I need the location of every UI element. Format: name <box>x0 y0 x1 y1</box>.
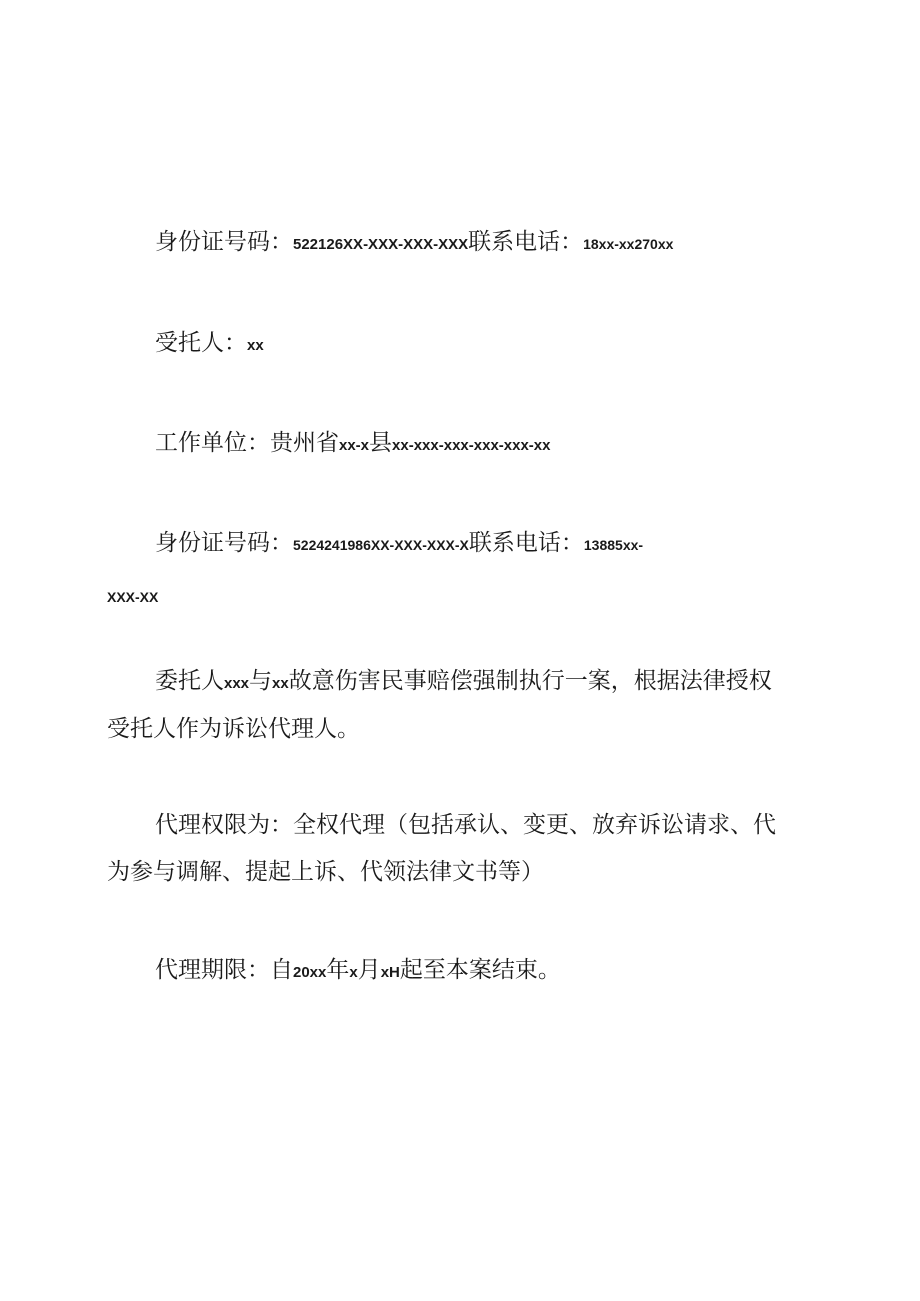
principal-id-label: 身份证号码： <box>155 229 293 255</box>
term-line <box>155 955 561 988</box>
agent-id-label: 身份证号码： <box>155 530 293 556</box>
case-other-party-name: xx <box>272 675 289 692</box>
agent-phone-label: 联系电话： <box>468 530 584 556</box>
agent-work-label: 工作单位： <box>155 430 270 456</box>
principal-phone-value: 18xx-xx270xx <box>583 236 674 252</box>
agent-name-value: xx <box>247 337 264 354</box>
case-principal-name: xxx <box>224 675 250 692</box>
case-text-b: 与 <box>249 668 273 694</box>
agent-name-line <box>155 328 264 361</box>
case-paragraph-line2 <box>107 714 360 744</box>
agent-work-county: 县 <box>369 430 393 456</box>
agent-phone-continuation <box>107 580 158 612</box>
principal-id-value: 522126XX-XXX-XXX-XXX <box>293 236 469 253</box>
agent-id-line <box>155 528 643 560</box>
principal-id-line <box>155 227 673 260</box>
agent-work-code2: xx-xxx-xxx-xxx-xxx-xx <box>392 437 551 454</box>
principal-phone-label: 联系电话： <box>468 229 584 255</box>
term-day: xH <box>380 964 400 981</box>
agent-work-prefix: 贵州省 <box>270 430 339 456</box>
agent-phone-value-part1: 13885xx- <box>583 537 644 553</box>
term-text-a: 代理期限：自 <box>155 957 293 983</box>
term-month: x <box>349 964 358 981</box>
case-text-c: 故意伤害民事赔偿强制执行一案，根据法律授权 <box>288 668 772 694</box>
case-text-a: 委托人 <box>155 668 224 694</box>
agent-id-value: 5224241986XX-XXX-XXX-X <box>293 537 469 553</box>
term-year: 20xx <box>293 964 327 981</box>
term-text-c: 月 <box>357 957 381 983</box>
agent-work-code1: xx-x <box>339 437 370 454</box>
term-text-b: 年 <box>326 957 350 983</box>
authority-line1 <box>155 810 776 840</box>
case-text-d: 受托人作为诉讼代理人。 <box>107 716 360 742</box>
case-paragraph-line1 <box>155 666 772 699</box>
agent-name-label: 受托人： <box>155 330 247 356</box>
authority-text-2: 为参与调解、提起上诉、代领法律文书等） <box>107 859 544 885</box>
term-text-d: 起至本案结束。 <box>399 957 561 983</box>
agent-work-line <box>155 428 550 461</box>
agent-phone-value-part2: XXX-XX <box>107 589 159 605</box>
authority-text-1: 代理权限为：全权代理（包括承认、变更、放弃诉讼请求、代 <box>155 812 776 838</box>
authority-line2 <box>107 857 544 887</box>
